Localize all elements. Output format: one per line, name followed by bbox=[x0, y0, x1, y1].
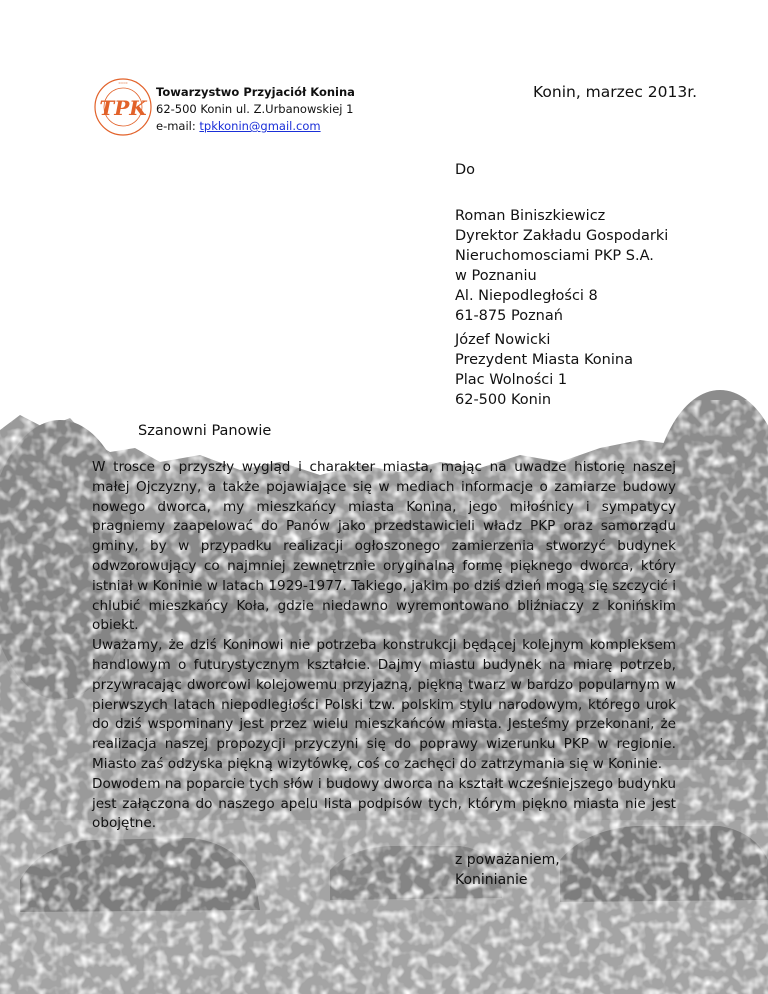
organization-header bbox=[156, 84, 355, 135]
body-paragraph: Uważamy, że dziś Koninowi nie potrzeba konstrukcji będącej kolejnym kompleksem handlowym o futurystycznym kształcie. Dajmy miastu budynek na miarę potrzeb, przywracając dworcowi kolejowemu przyjazną, piękną twarz w bardzo popularnym w pierwszych latach niepodległości Polski tzw. polskim stylu narodowym, którego urok do dziś wspominany jest przez wielu mieszkańców miasta. Jesteśmy przekonani, że realizacja naszej propozycji przyczyni się do poprawy wizerunku PKP w regionie. Miasto zaś odzyska piękną wizytówkę, coś co zachęci do zatrzymania się w Koninie. bbox=[92, 637, 676, 772]
body-paragraph: W trosce o przyszły wygląd i charakter miasta, mając na uwadze historię naszej małej Ojczyzny, a także pojawiające się w mediach informacje o zamiarze budowy nowego dworca, my mieszkańcy miasta Konina, jego miłośnicy i sympatycy pragniemy zaapelować do Panów jako przedstawicieli władz PKP oraz samorządu gminy, by w przypadku realizacji ogłoszonego zamierzenia stworzyć budynek odwzorowujący co najmniej zewnętrznie oryginalną formę pięknego dworca, który istniał w Koninie w latach 1929-1977. Takiego, jakim po dziś dzień mogą się szczycić i chlubić mieszkańcy Koła, gdzie niedawno wyremontowano bliźniaczy z konińskim obiekt. bbox=[92, 459, 676, 634]
recipient-2-line: Plac Wolności 1 bbox=[455, 372, 568, 388]
organization-name: Towarzystwo Przyjaciół Konina bbox=[156, 85, 355, 99]
recipient-1-block bbox=[455, 206, 668, 326]
recipient-1-line: Al. Niepodległości 8 bbox=[455, 288, 598, 304]
to-label: Do bbox=[455, 162, 476, 178]
svg-text:TPK: TPK bbox=[99, 96, 147, 120]
letter-date: Konin, marzec 2013r. bbox=[533, 83, 698, 101]
recipient-2-block bbox=[455, 330, 633, 410]
recipient-1-line: w Poznaniu bbox=[455, 268, 537, 284]
closing-signature: Koninianie bbox=[455, 872, 528, 888]
salutation: Szanowni Panowie bbox=[138, 423, 272, 439]
recipient-1-line: Roman Biniszkiewicz bbox=[455, 208, 606, 224]
svg-text:·····: ····· bbox=[118, 81, 128, 87]
recipient-1-line: Nieruchomosciami PKP S.A. bbox=[455, 248, 654, 264]
letter-body bbox=[92, 458, 676, 834]
email-link[interactable]: tpkkonin@gmail.com bbox=[199, 119, 321, 133]
recipient-2-line: Józef Nowicki bbox=[455, 332, 551, 348]
recipient-1-line: 61-875 Poznań bbox=[455, 308, 563, 324]
closing-block bbox=[455, 850, 560, 890]
recipient-2-line: 62-500 Konin bbox=[455, 392, 552, 408]
email-label: e-mail: bbox=[156, 119, 200, 133]
recipient-2-line: Prezydent Miasta Konina bbox=[455, 352, 633, 368]
organization-email-line bbox=[156, 118, 355, 135]
organization-address: 62-500 Konin ul. Z.Urbanowskiej 1 bbox=[156, 102, 354, 116]
body-paragraph: Dowodem na poparcie tych słów i budowy dworca na kształt wcześniejszego budynku jest załączona do naszego apelu lista podpisów tych, którym piękno miasta nie jest obojętne. bbox=[92, 775, 676, 832]
tpk-logo bbox=[92, 76, 154, 138]
recipient-1-line: Dyrektor Zakładu Gospodarki bbox=[455, 228, 669, 244]
closing-regards: z poważaniem, bbox=[455, 852, 560, 868]
